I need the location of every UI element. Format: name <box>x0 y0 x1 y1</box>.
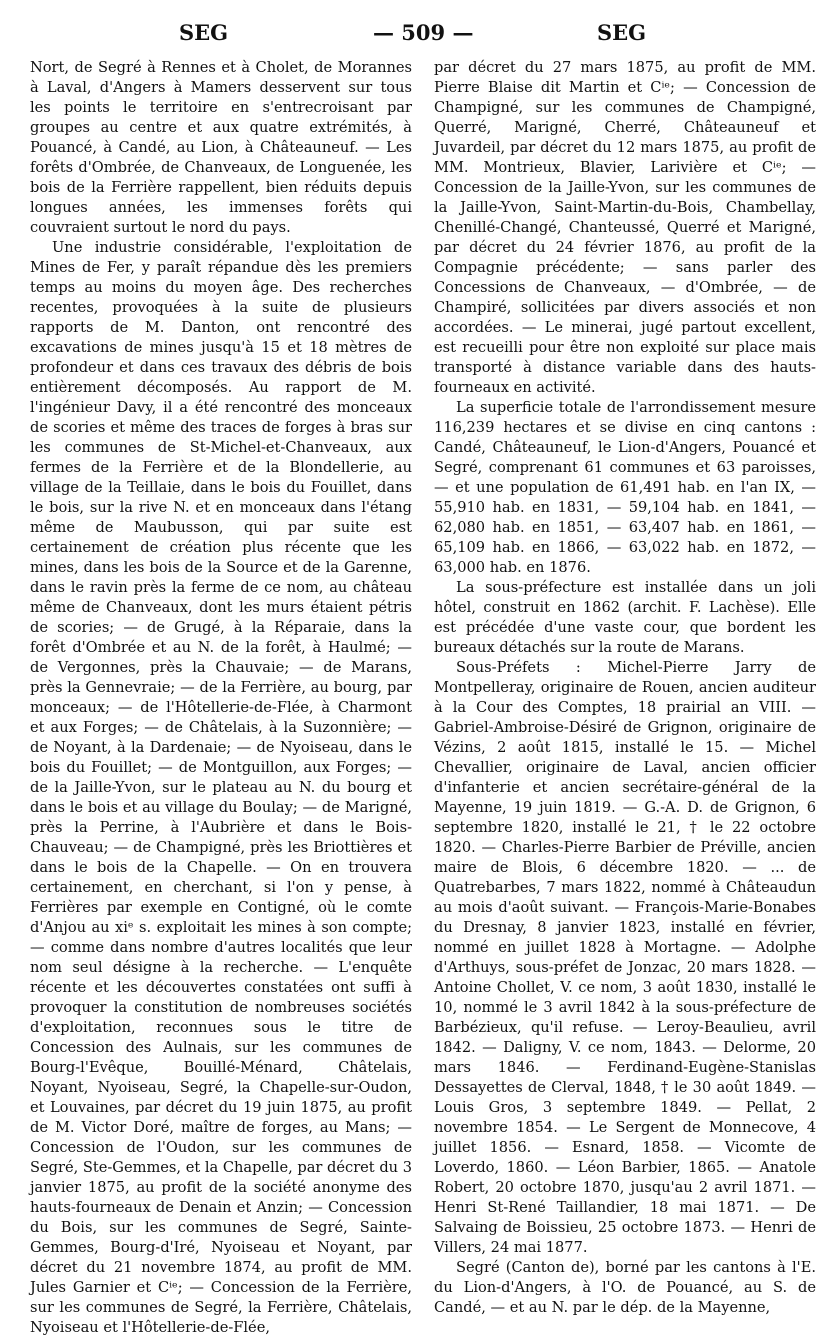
text-columns <box>30 58 816 1338</box>
paragraph: par décret du 27 mars 1875, au profit de MM. Pierre Blaise dit Martin et Cⁱᵉ; — Concession de Champigné, sur les communes de Champigné, Querré, Marigné, Cherré, Châteauneuf et Juvardeil, par décret du 12 mars 1875, au profit de MM. Montrieux, Blavier, Larivière et Cⁱᵉ; — Concession de la Jaille-Yvon, sur les communes de la Jaille-Yvon, Saint-Martin-du-Bois, Chambellay, Chenillé-Changé, Chanteussé, Querré et Marigné, par décret du 24 février 1876, au profit de la Compagnie précédente; — sans parler des Concessions de Chanveaux, — d'Ombrée, — de Champiré, sollicitées par divers associés et non accordées. — Le minerai, jugé partout excellent, est recueilli pour être non exploité sur place mais transporté à distance variable dans des hauts-fourneaux en activité. <box>434 59 816 396</box>
header-right-keyword: SEG <box>597 20 647 45</box>
running-header <box>30 20 814 54</box>
paragraph: Une industrie considérable, l'exploitation de Mines de Fer, y paraît répandue dès les premiers temps au moins du moyen âge. Des recherches recentes, provoquées à la suite de plusieurs rapports de M. Danton, ont rencontré des excavations de mines jusqu'à 15 et 18 mètres de profondeur et dans ces travaux des débris de bois entièrement décomposés. Au rapport de M. l'ingénieur Davy, il a été rencontré des monceaux de scories et même des traces de forges à bras sur les communes de St-Michel-et-Chanveaux, aux fermes de la Ferrière et de la Blondellerie, au village de la Teillaie, dans le bois du Fouillet, dans le bois, sur la rive N. et en monceaux dans l'étang même de Maubusson, qui par suite est certainement de création plus récente que les mines, dans les bois de la Source et de la Garenne, dans le ravin près la ferme de ce nom, au château même de Chanveaux, dont les murs étaient pétris de scories; — de Grugé, à la Réparaie, dans la forêt d'Ombrée et au N. de la forêt, à Haulmé; — de Vergonnes, près la Chauvaie; — de Marans, près la Gennevraie; — de la Ferrière, au bourg, par monceaux; — de l'Hôtellerie-de-Flée, à Charmont et aux Forges; — de Châtelais, à la Suzonnière; — de Noyant, à la Dardenaie; — de Nyoiseau, dans le bois du Fouillet; — de Montguillon, aux Forges; — de la Jaille-Yvon, sur le plateau au N. du bourg et dans le bois et au village du Boulay; — de Marigné, près la Perrine, à l'Aubrière et dans le Bois-Chauveau; — de Champigné, près les Briottières et dans le bois de la Chapelle. — On en trouvera certainement, en cherchant, si l'on y pense, à Ferrières par exemple en Contigné, où le comte d'Anjou au xiᵉ s. exploitait les mines à son compte; — comme dans nombre d'autres localités que leur nom seul désigne à la recherche. — L'enquête récente et les découvertes constatées ont suffi à provoquer la constitution de nombreuses sociétés d'exploitation, reconnues sous le titre de Concession des Aulnais, sur les communes de Bourg-l'Evêque, Bouillé-Ménard, Châtelais, Noyant, Nyoiseau, Segré, la Chapelle-sur-Oudon, et Louvaines, par décret du 19 juin 1875, au profit de M. Victor Doré, maître de forges, au Mans; — Concession de l'Oudon, sur les communes de Segré, Ste-Gemmes, et la Chapelle, par décret du 3 janvier 1875, au profit de la société anonyme des hauts-fourneaux de Denain et Anzin; — Concession du Bois, sur les communes de Segré, Sainte-Gemmes, Bourg-d'Iré, Nyoiseau et Noyant, par décret du 21 novembre 1874, au profit de MM. Jules Garnier et Cⁱᵉ; — Concession de la Ferrière, sur les communes de Segré, la Ferrière, Châtelais, Nyoiseau et l'Hôtellerie-de-Flée, <box>30 239 412 1336</box>
left-column <box>30 58 412 1338</box>
paragraph: La superficie totale de l'arrondissement mesure 116,239 hectares et se divise en cinq cantons : Candé, Châteauneuf, le Lion-d'Angers, Pouancé et Segré, comprenant 61 communes et 63 paroisses, — et une population de 61,491 hab. en l'an IX, — 55,910 hab. en 1831, — 59,104 hab. en 1841, — 62,080 hab. en 1851, — 63,407 hab. en 1861, — 65,109 hab. en 1866, — 63,022 hab. en 1872, — 63,000 hab. en 1876. <box>434 399 816 576</box>
right-column <box>434 58 816 1338</box>
paragraph: Sous-Préfets : Michel-Pierre Jarry de Montpelleray, originaire de Rouen, ancien auditeur à la Cour des Comptes, 18 prairial an VIII. — Gabriel-Ambroise-Désiré de Grignon, originaire de Vézins, 2 août 1815, installé le 15. — Michel Chevallier, originaire de Laval, ancien officier d'infanterie et ancien secrétaire-général de la Mayenne, 19 juin 1819. — G.-A. D. de Grignon, 6 septembre 1820, installé le 21, † le 22 octobre 1820. — Charles-Pierre Barbier de Préville, ancien maire de Blois, 6 décembre 1820. — ... de Quatrebarbes, 7 mars 1822, nommé à Châteaudun au mois d'août suivant. — François-Marie-Bonabes du Dresnay, 8 janvier 1823, installé en février, nommé en juillet 1828 à Mortagne. — Adolphe d'Arthuys, sous-préfet de Jonzac, 20 mars 1828. — Antoine Chollet, V. ce nom, 3 août 1830, installé le 10, nommé le 3 avril 1842 à la sous-préfecture de Barbézieux, qu'il refuse. — Leroy-Beaulieu, avril 1842. — Daligny, V. ce nom, 1843. — Delorme, 20 mars 1846. — Ferdinand-Eugène-Stanislas Dessayettes de Clerval, 1848, † le 30 août 1849. — Louis Gros, 3 septembre 1849. — Pellat, 2 novembre 1854. — Le Sergent de Monnecove, 4 juillet 1856. — Esnard, 1858. — Vicomte de Loverdo, 1860. — Léon Barbier, 1865. — Anatole Robert, 20 octobre 1870, jusqu'au 2 avril 1871. — Henri St-René Taillandier, 18 mai 1871. — De Salvaing de Boissieu, 25 octobre 1873. — Henri de Villers, 24 mai 1877. <box>434 659 816 1256</box>
paragraph: La sous-préfecture est installée dans un joli hôtel, construit en 1862 (archit. F. Lachèse). Elle est précédée d'une vaste cour, que bordent les bureaux détachés sur la route de Marans. <box>434 579 816 656</box>
paragraph: Nort, de Segré à Rennes et à Cholet, de Morannes à Laval, d'Angers à Mamers desservent sur tous les points le territoire en s'entrecroisant par groupes au centre et aux quatre extrémités, à Pouancé, à Candé, au Lion, à Châteauneuf. — Les forêts d'Ombrée, de Chanveaux, de Longuenée, les bois de la Ferrière rappellent, bien réduits depuis longues années, les immenses forêts qui couvraient surtout le nord du pays. <box>30 59 412 236</box>
page-number: — 509 — <box>373 20 474 45</box>
header-left-keyword: SEG <box>179 20 229 45</box>
paragraph: Segré (Canton de), borné par les cantons à l'E. du Lion-d'Angers, à l'O. de Pouancé, au S. de Candé, — et au N. par le dép. de la Mayenne, <box>434 1259 816 1316</box>
